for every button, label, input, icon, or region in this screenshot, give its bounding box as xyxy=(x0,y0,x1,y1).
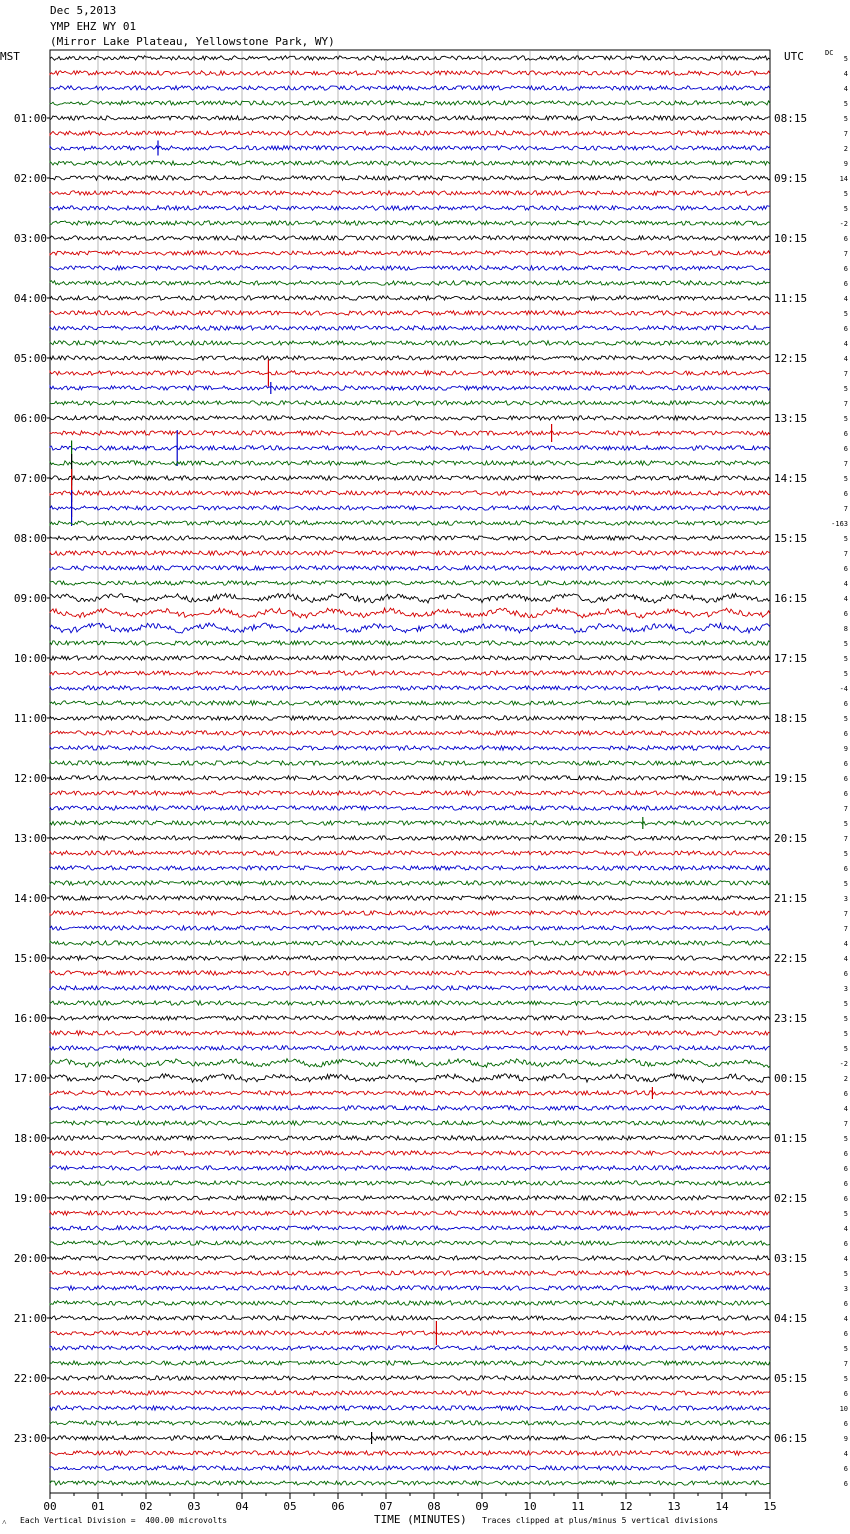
utc-hour-label: 21:15 xyxy=(774,892,808,905)
mst-hour-label: 14:00 xyxy=(13,892,47,905)
dc-offset-header: DC xyxy=(825,49,834,57)
dc-offset-value: 6 xyxy=(843,610,848,618)
dc-offset-value: 7 xyxy=(843,550,848,558)
seismic-trace xyxy=(50,101,770,105)
dc-offset-value: 4 xyxy=(843,295,848,303)
mst-hour-label: 13:00 xyxy=(13,832,47,845)
x-axis-tick-label: 09 xyxy=(475,1500,489,1513)
seismic-trace xyxy=(50,1376,770,1380)
seismic-trace xyxy=(50,1466,770,1470)
dc-offset-value: 5 xyxy=(843,1345,848,1353)
mst-hour-label: 06:00 xyxy=(13,412,47,425)
dc-offset-value: 4 xyxy=(843,1450,848,1458)
seismic-trace xyxy=(50,1346,770,1350)
seismic-trace xyxy=(50,266,770,270)
seismic-trace xyxy=(50,1331,770,1335)
seismic-trace xyxy=(50,311,770,315)
seismic-trace xyxy=(50,221,770,225)
seismic-trace xyxy=(50,1481,770,1485)
seismic-trace xyxy=(50,71,770,75)
x-axis-tick-label: 11 xyxy=(571,1500,585,1513)
dc-offset-value: 6 xyxy=(843,1390,848,1398)
seismic-trace xyxy=(50,386,770,390)
seismic-trace xyxy=(50,911,770,915)
mst-hour-label: 17:00 xyxy=(13,1072,47,1085)
mst-hour-label: 20:00 xyxy=(13,1252,47,1265)
dc-offset-value: 7 xyxy=(843,1120,848,1128)
utc-hour-label: 20:15 xyxy=(774,832,808,845)
mst-hour-label: 01:00 xyxy=(13,112,47,125)
dc-offset-value: 5 xyxy=(843,820,848,828)
mst-hour-label: 03:00 xyxy=(13,232,47,245)
seismic-trace xyxy=(50,623,770,633)
dc-offset-value: 6 xyxy=(843,700,848,708)
seismic-trace xyxy=(50,116,770,120)
utc-hour-label: 09:15 xyxy=(774,172,808,185)
mst-hour-label: 04:00 xyxy=(13,292,47,305)
utc-hour-label: 00:15 xyxy=(774,1072,808,1085)
mst-hour-label: 15:00 xyxy=(13,952,47,965)
dc-offset-value: 5 xyxy=(843,1270,848,1278)
seismic-trace xyxy=(50,506,770,510)
seismic-trace xyxy=(50,206,770,210)
x-axis-tick-label: 08 xyxy=(427,1500,441,1513)
mst-hour-label: 09:00 xyxy=(13,592,47,605)
dc-offset-value: 5 xyxy=(843,1375,848,1383)
dc-offset-value: 14 xyxy=(839,175,848,183)
utc-hour-label: 19:15 xyxy=(774,772,808,785)
x-axis-tick-label: 00 xyxy=(43,1500,57,1513)
dc-offset-value: 10 xyxy=(839,1405,848,1413)
dc-offset-value: 7 xyxy=(843,400,848,408)
seismic-trace xyxy=(50,701,770,705)
seismic-trace xyxy=(50,1406,770,1410)
dc-offset-value: 4 xyxy=(843,580,848,588)
utc-hour-label: 23:15 xyxy=(774,1012,808,1025)
seismic-trace xyxy=(50,608,770,618)
seismic-trace xyxy=(50,791,770,795)
dc-offset-value: 6 xyxy=(843,760,848,768)
mst-hour-label: 21:00 xyxy=(13,1312,47,1325)
x-axis-tick-label: 03 xyxy=(187,1500,201,1513)
dc-offset-value: 4 xyxy=(843,1315,848,1323)
seismic-trace xyxy=(50,851,770,855)
plot-date: Dec 5,2013 xyxy=(50,4,117,17)
utc-hour-label: 02:15 xyxy=(774,1192,808,1205)
utc-hour-label: 11:15 xyxy=(774,292,808,305)
dc-offset-value: 5 xyxy=(843,190,848,198)
x-axis-tick-label: 10 xyxy=(523,1500,537,1513)
station-code: YMP EHZ WY 01 xyxy=(50,20,137,33)
dc-offset-value: 9 xyxy=(843,160,848,168)
dc-offset-value: 4 xyxy=(843,955,848,963)
dc-offset-value: 5 xyxy=(843,670,848,678)
dc-offset-value: 6 xyxy=(843,730,848,738)
dc-offset-value: 9 xyxy=(843,1435,848,1443)
dc-offset-value: -163 xyxy=(831,520,848,528)
dc-offset-value: 3 xyxy=(843,895,848,903)
mst-hour-label: 18:00 xyxy=(13,1132,47,1145)
x-axis-tick-label: 06 xyxy=(331,1500,345,1513)
dc-offset-value: -4 xyxy=(839,685,848,693)
seismic-trace xyxy=(50,806,770,810)
seismic-trace xyxy=(50,1241,770,1245)
seismic-trace xyxy=(50,821,770,825)
dc-offset-value: 6 xyxy=(843,445,848,453)
x-axis-tick-label: 12 xyxy=(619,1500,633,1513)
seismic-trace xyxy=(50,1451,770,1455)
dc-offset-value: 5 xyxy=(843,1000,848,1008)
dc-offset-value: -2 xyxy=(839,220,848,228)
x-axis-tick-label: 01 xyxy=(91,1500,105,1513)
utc-hour-label: 22:15 xyxy=(774,952,808,965)
dc-offset-value: 5 xyxy=(843,655,848,663)
x-axis-tick-label: 02 xyxy=(139,1500,153,1513)
seismic-trace xyxy=(50,1074,770,1083)
dc-offset-value: 2 xyxy=(843,145,848,153)
dc-offset-value: 6 xyxy=(843,265,848,273)
seismic-trace xyxy=(50,1271,770,1275)
seismic-trace xyxy=(50,551,770,555)
x-axis-tick-label: 15 xyxy=(763,1500,777,1513)
seismic-trace xyxy=(50,1391,770,1395)
seismic-trace xyxy=(50,971,770,975)
dc-offset-value: 6 xyxy=(843,1480,848,1488)
seismic-trace xyxy=(50,236,770,240)
dc-offset-value: -2 xyxy=(839,1060,848,1068)
seismic-trace xyxy=(50,176,770,180)
dc-offset-value: 6 xyxy=(843,775,848,783)
utc-hour-label: 08:15 xyxy=(774,112,808,125)
utc-hour-label: 04:15 xyxy=(774,1312,808,1325)
seismic-trace xyxy=(50,1436,770,1440)
x-axis-tick-label: 05 xyxy=(283,1500,297,1513)
seismic-trace xyxy=(50,1121,770,1125)
seismic-trace xyxy=(50,476,770,480)
utc-hour-label: 18:15 xyxy=(774,712,808,725)
dc-offset-value: 5 xyxy=(843,100,848,108)
seismic-trace xyxy=(50,1316,770,1320)
dc-offset-value: 6 xyxy=(843,1195,848,1203)
seismic-trace xyxy=(50,836,770,840)
dc-offset-value: 7 xyxy=(843,370,848,378)
dc-offset-value: 6 xyxy=(843,970,848,978)
seismic-trace xyxy=(50,761,770,765)
seismic-trace xyxy=(50,1151,770,1155)
seismic-trace xyxy=(50,401,770,405)
dc-offset-value: 6 xyxy=(843,280,848,288)
dc-offset-value: 4 xyxy=(843,1225,848,1233)
seismic-trace xyxy=(50,956,770,960)
dc-offset-value: 5 xyxy=(843,1015,848,1023)
dc-offset-value: 3 xyxy=(843,1285,848,1293)
seismic-trace xyxy=(50,866,770,870)
seismic-trace xyxy=(50,1031,770,1035)
dc-offset-value: 6 xyxy=(843,1465,848,1473)
dc-offset-value: 3 xyxy=(843,985,848,993)
dc-offset-value: 5 xyxy=(843,415,848,423)
station-location: (Mirror Lake Plateau, Yellowstone Park, WY) xyxy=(50,35,335,48)
seismic-trace xyxy=(50,446,770,450)
utc-hour-label: 14:15 xyxy=(774,472,808,485)
dc-offset-value: 5 xyxy=(843,1030,848,1038)
dc-offset-value: 7 xyxy=(843,805,848,813)
dc-offset-value: 6 xyxy=(843,565,848,573)
dc-offset-value: 7 xyxy=(843,910,848,918)
seismic-trace xyxy=(50,716,770,720)
dc-offset-value: 7 xyxy=(843,1360,848,1368)
mst-hour-label: 02:00 xyxy=(13,172,47,185)
seismic-trace xyxy=(50,1211,770,1215)
dc-offset-value: 6 xyxy=(843,1150,848,1158)
dc-offset-value: 5 xyxy=(843,475,848,483)
mst-hour-label: 19:00 xyxy=(13,1192,47,1205)
dc-offset-value: 7 xyxy=(843,835,848,843)
dc-offset-value: 6 xyxy=(843,1330,848,1338)
seismic-trace xyxy=(50,1286,770,1290)
utc-hour-label: 12:15 xyxy=(774,352,808,365)
dc-offset-value: 4 xyxy=(843,595,848,603)
dc-offset-value: 5 xyxy=(843,385,848,393)
dc-offset-value: 6 xyxy=(843,1165,848,1173)
dc-offset-value: 7 xyxy=(843,925,848,933)
seismic-trace xyxy=(50,1361,770,1365)
dc-offset-value: 6 xyxy=(843,865,848,873)
dc-offset-value: 6 xyxy=(843,235,848,243)
dc-offset-value: 6 xyxy=(843,1420,848,1428)
seismic-trace xyxy=(50,1106,770,1110)
seismic-trace xyxy=(50,896,770,900)
x-axis-tick-label: 14 xyxy=(715,1500,729,1513)
seismic-trace xyxy=(50,1421,770,1425)
utc-hour-label: 17:15 xyxy=(774,652,808,665)
utc-hour-label: 06:15 xyxy=(774,1432,808,1445)
seismic-trace xyxy=(50,1046,770,1050)
seismic-trace xyxy=(50,986,770,990)
seismic-trace xyxy=(50,1166,770,1170)
seismic-trace xyxy=(50,671,770,675)
seismic-trace xyxy=(50,1001,770,1005)
dc-offset-value: 4 xyxy=(843,940,848,948)
dc-offset-value: 5 xyxy=(843,715,848,723)
mst-hour-label: 07:00 xyxy=(13,472,47,485)
utc-hour-label: 03:15 xyxy=(774,1252,808,1265)
seismic-trace xyxy=(50,356,770,360)
dc-offset-value: 5 xyxy=(843,310,848,318)
dc-offset-value: 8 xyxy=(843,625,848,633)
seismic-trace xyxy=(50,281,770,285)
dc-offset-value: 6 xyxy=(843,790,848,798)
dc-offset-value: 4 xyxy=(843,85,848,93)
dc-offset-value: 2 xyxy=(843,1075,848,1083)
seismic-trace xyxy=(50,371,770,375)
seismic-trace xyxy=(50,926,770,930)
x-axis-tick-label: 07 xyxy=(379,1500,393,1513)
dc-offset-value: 7 xyxy=(843,250,848,258)
dc-offset-value: 6 xyxy=(843,490,848,498)
dc-offset-value: 6 xyxy=(843,325,848,333)
dc-offset-value: 5 xyxy=(843,850,848,858)
dc-offset-value: 5 xyxy=(843,535,848,543)
seismic-trace xyxy=(50,431,770,435)
seismic-trace xyxy=(50,521,770,525)
seismic-trace xyxy=(50,461,770,465)
dc-offset-value: 6 xyxy=(843,1180,848,1188)
mst-axis-label: MST xyxy=(0,50,20,63)
mst-hour-label: 16:00 xyxy=(13,1012,47,1025)
seismic-trace xyxy=(50,1091,770,1095)
seismic-trace xyxy=(50,941,770,945)
x-axis-title: TIME (MINUTES) xyxy=(374,1513,467,1526)
dc-offset-value: 7 xyxy=(843,505,848,513)
dc-offset-value: 5 xyxy=(843,880,848,888)
seismic-trace xyxy=(50,1196,770,1200)
dc-offset-value: 4 xyxy=(843,355,848,363)
seismic-trace xyxy=(50,746,770,750)
dc-offset-value: 6 xyxy=(843,1300,848,1308)
mst-hour-label: 22:00 xyxy=(13,1372,47,1385)
x-axis-tick-label: 13 xyxy=(667,1500,681,1513)
dc-offset-value: 4 xyxy=(843,340,848,348)
utc-hour-label: 15:15 xyxy=(774,532,808,545)
seismic-trace xyxy=(50,566,770,570)
dc-offset-value: 5 xyxy=(843,1210,848,1218)
seismic-trace xyxy=(50,326,770,330)
seismic-trace xyxy=(50,56,770,60)
seismic-trace xyxy=(50,1301,770,1305)
utc-axis-label: UTC xyxy=(784,50,804,63)
seismic-trace xyxy=(50,131,770,135)
mst-hour-label: 10:00 xyxy=(13,652,47,665)
mst-hour-label: 08:00 xyxy=(13,532,47,545)
seismic-trace xyxy=(50,581,770,585)
dc-offset-value: 4 xyxy=(843,70,848,78)
seismic-trace xyxy=(50,341,770,345)
seismic-trace xyxy=(50,1059,770,1068)
x-axis-tick-label: 04 xyxy=(235,1500,249,1513)
corner-mark: ˄ xyxy=(2,1518,7,1527)
seismic-trace xyxy=(50,1016,770,1020)
dc-offset-value: 5 xyxy=(843,115,848,123)
dc-offset-value: 5 xyxy=(843,1135,848,1143)
dc-offset-value: 7 xyxy=(843,460,848,468)
clip-note: Traces clipped at plus/minus 5 vertical divisions xyxy=(482,1516,719,1525)
utc-hour-label: 05:15 xyxy=(774,1372,808,1385)
seismic-trace xyxy=(50,416,770,420)
seismic-trace xyxy=(50,1226,770,1230)
mst-hour-label: 12:00 xyxy=(13,772,47,785)
utc-hour-label: 16:15 xyxy=(774,592,808,605)
dc-offset-value: 9 xyxy=(843,745,848,753)
seismic-trace xyxy=(50,686,770,690)
seismic-trace xyxy=(50,641,770,645)
seismic-trace xyxy=(50,1136,770,1140)
seismic-trace xyxy=(50,593,770,603)
utc-hour-label: 10:15 xyxy=(774,232,808,245)
seismic-trace xyxy=(50,296,770,300)
seismic-trace xyxy=(50,1181,770,1185)
seismic-trace xyxy=(50,656,770,660)
dc-offset-value: 4 xyxy=(843,1255,848,1263)
seismic-trace xyxy=(50,491,770,495)
dc-offset-value: 6 xyxy=(843,1090,848,1098)
seismic-trace xyxy=(50,191,770,195)
seismic-trace xyxy=(50,86,770,90)
dc-offset-value: 4 xyxy=(843,1105,848,1113)
scale-note: Each Vertical Division = 400.00 microvolts xyxy=(20,1516,228,1525)
seismic-trace xyxy=(50,881,770,885)
dc-offset-value: 7 xyxy=(843,130,848,138)
mst-hour-label: 05:00 xyxy=(13,352,47,365)
dc-offset-value: 5 xyxy=(843,205,848,213)
dc-offset-value: 6 xyxy=(843,430,848,438)
dc-offset-value: 5 xyxy=(843,640,848,648)
mst-hour-label: 11:00 xyxy=(13,712,47,725)
dc-offset-value: 5 xyxy=(843,1045,848,1053)
seismic-trace xyxy=(50,731,770,735)
seismic-trace xyxy=(50,536,770,540)
dc-offset-value: 6 xyxy=(843,1240,848,1248)
utc-hour-label: 01:15 xyxy=(774,1132,808,1145)
seismic-trace xyxy=(50,776,770,780)
seismic-trace xyxy=(50,251,770,255)
utc-hour-label: 13:15 xyxy=(774,412,808,425)
dc-offset-value: 5 xyxy=(843,55,848,63)
seismic-trace xyxy=(50,161,770,165)
seismic-trace xyxy=(50,1256,770,1260)
mst-hour-label: 23:00 xyxy=(13,1432,47,1445)
